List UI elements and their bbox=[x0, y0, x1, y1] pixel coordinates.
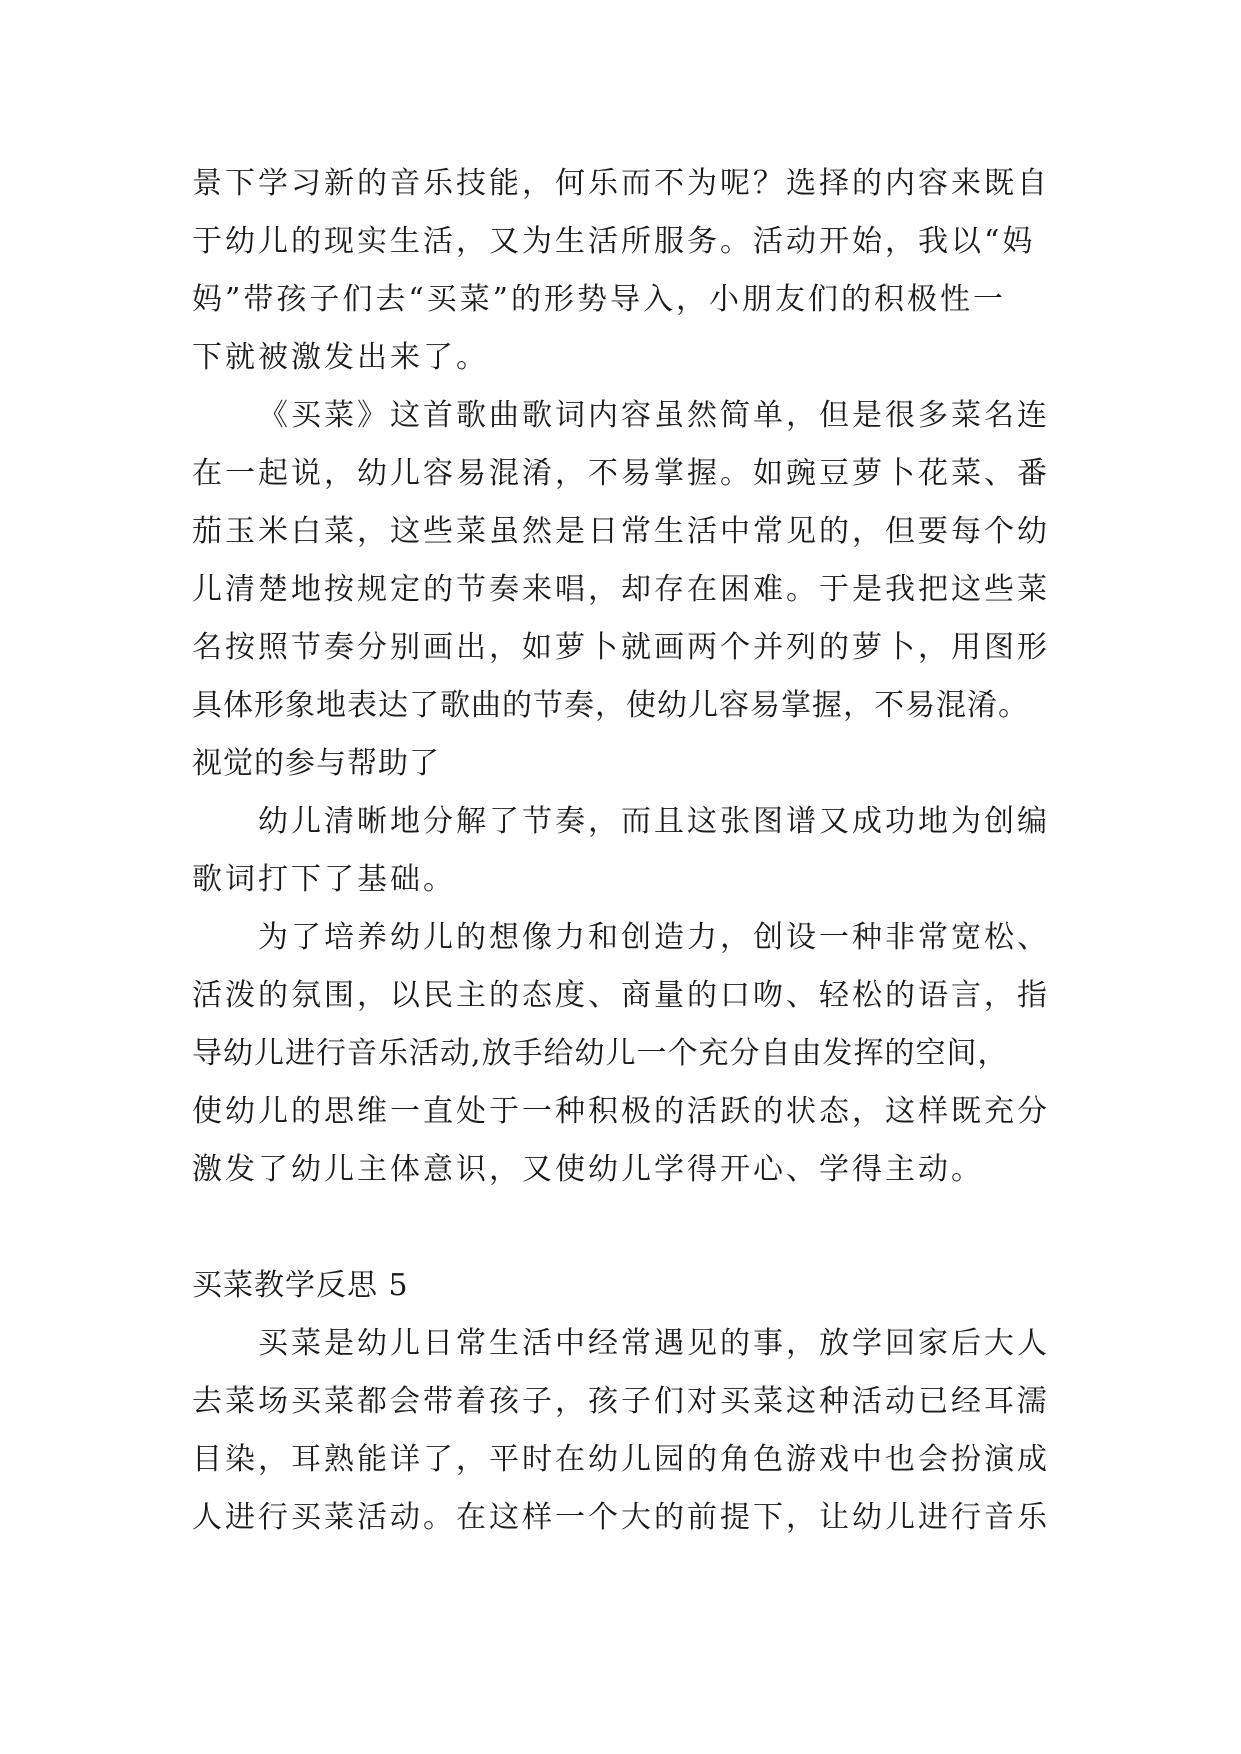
paragraph-5 bbox=[192, 1315, 1052, 1547]
paragraph-line: 导幼儿进行音乐活动,放手给幼儿一个充分自由发挥的空间， bbox=[192, 1036, 1009, 1071]
paragraph-line: 具体形象地表达了歌曲的节奏，使幼儿容易掌握，不易混淆。 bbox=[192, 688, 1029, 723]
paragraph-line: 活泼的氛围，以民主的态度、商量的口吻、轻松的语言，指 bbox=[192, 978, 1050, 1013]
paragraph-line: 名按照节奏分别画出，如萝卜就画两个并列的萝卜，用图形 bbox=[192, 630, 1050, 665]
document-body bbox=[192, 155, 1052, 1547]
paragraph-line: 在一起说，幼儿容易混淆，不易掌握。如豌豆萝卜花菜、番 bbox=[192, 456, 1050, 491]
paragraph-4 bbox=[192, 909, 1052, 1199]
paragraph-line: 视觉的参与帮助了 bbox=[192, 746, 440, 781]
paragraph-line: 幼儿清晰地分解了节奏，而且这张图谱又成功地为创编 bbox=[258, 804, 1050, 839]
paragraph-line: 茄玉米白菜，这些菜虽然是日常生活中常见的，但要每个幼 bbox=[192, 514, 1050, 549]
paragraph-line: 儿清楚地按规定的节奏来唱，却存在困难。于是我把这些菜 bbox=[192, 572, 1050, 607]
section-spacer bbox=[192, 1199, 1052, 1257]
paragraph-line: 歌词打下了基础。 bbox=[192, 862, 456, 897]
paragraph-line: 为了培养幼儿的想像力和创造力，创设一种非常宽松、 bbox=[258, 920, 1050, 955]
paragraph-line: 去菜场买菜都会带着孩子，孩子们对买菜这种活动已经耳濡 bbox=[192, 1384, 1050, 1419]
paragraph-line: 买菜是幼儿日常生活中经常遇见的事，放学回家后大人 bbox=[258, 1326, 1050, 1361]
paragraph-line: 下就被激发出来了。 bbox=[192, 340, 489, 375]
paragraph-line: 《买菜》这首歌曲歌词内容虽然简单，但是很多菜名连 bbox=[258, 398, 1050, 433]
paragraph-line: 激发了幼儿主体意识，又使幼儿学得开心、学得主动。 bbox=[192, 1152, 984, 1187]
paragraph-3 bbox=[192, 793, 1052, 909]
paragraph-line: 景下学习新的音乐技能，何乐而不为呢？选择的内容来既自 bbox=[192, 166, 1050, 201]
paragraph-2 bbox=[192, 387, 1052, 793]
paragraph-line: 于幼儿的现实生活，又为生活所服务。活动开始，我以“妈 bbox=[192, 224, 1036, 259]
paragraph-line: 目染，耳熟能详了，平时在幼儿园的角色游戏中也会扮演成 bbox=[192, 1442, 1050, 1477]
paragraph-line: 人进行买菜活动。在这样一个大的前提下，让幼儿进行音乐 bbox=[192, 1500, 1050, 1535]
paragraph-line: 使幼儿的思维一直处于一种积极的活跃的状态，这样既充分 bbox=[192, 1094, 1050, 1129]
section-heading: 买菜教学反思 5 bbox=[192, 1268, 409, 1303]
paragraph-line: 妈”带孩子们去“买菜”的形势导入，小朋友们的积极性一 bbox=[192, 282, 1007, 317]
paragraph-1 bbox=[192, 155, 1052, 387]
